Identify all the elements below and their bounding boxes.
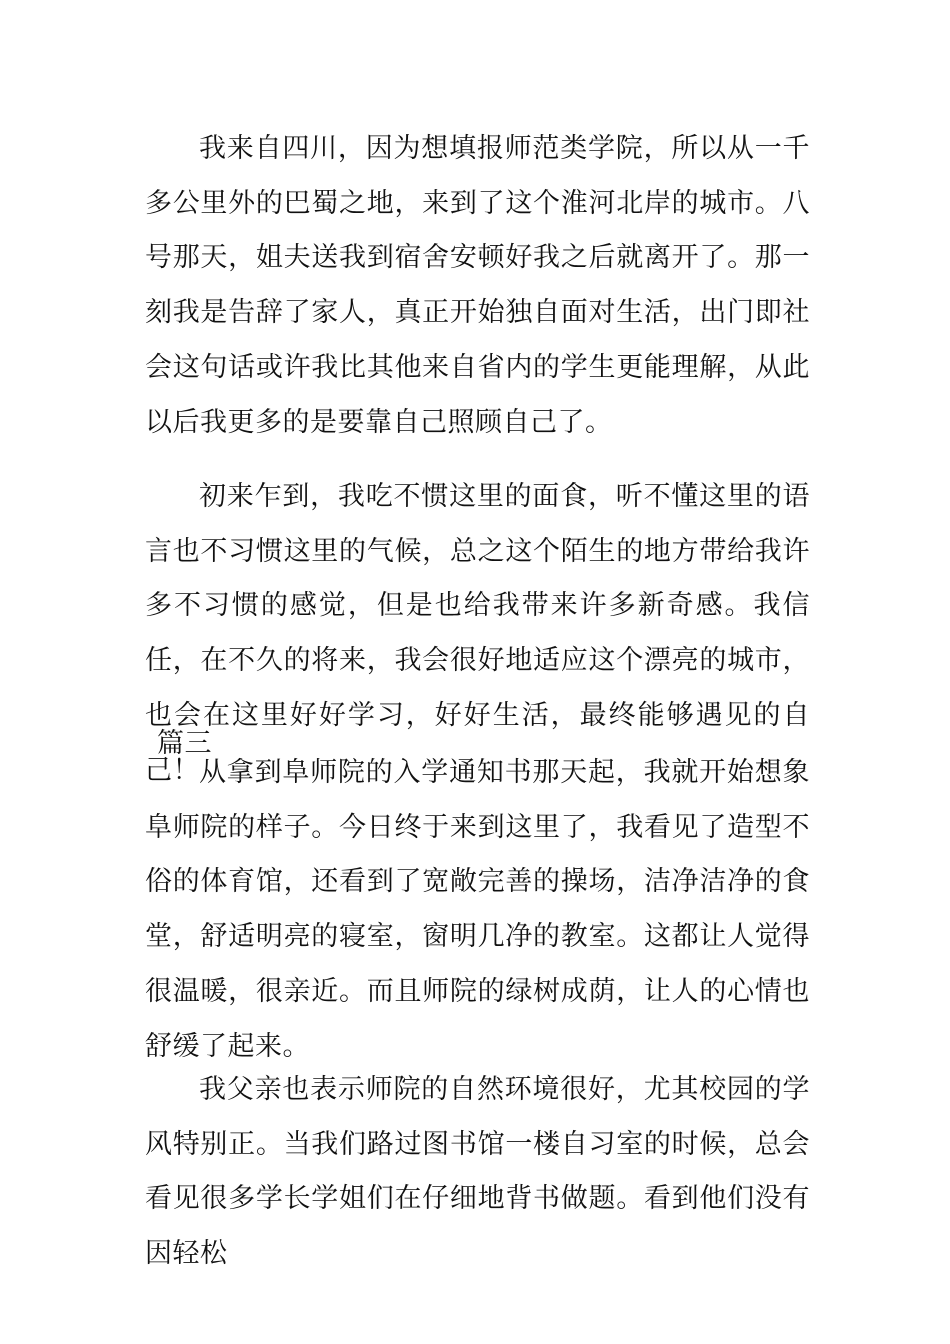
paragraph-1: 我来自四川，因为想填报师范类学院，所以从一千多公里外的巴蜀之地，来到了这个淮河北岸的城市。八号那天，姐夫送我到宿舍安顿好我之后就离开了。那一刻我是告辞了家人，真正开始独自面对生活，出门即社会这句话或许我比其他来自省内的学生更能理解，从此以后我更多的是要靠自己照顾自己了。 <box>145 133 810 438</box>
section-heading: 篇三 <box>157 728 212 759</box>
paragraph-2: 初来乍到，我吃不惯这里的面食，听不懂这里的语言也不习惯这里的气候，总之这个陌生的地方带给我许多不习惯的感觉，但是也给我带来许多新奇感。我信任，在不久的将来，我会很好地适应这个漂亮的城市，也会在这里好好学习，好好生活，最终能够遇见的自己！ <box>145 481 810 786</box>
paragraph-3: 从拿到阜师院的入学通知书那天起，我就开始想象阜师院的样子。今日终于来到这里了，我看见了造型不俗的体育馆，还看到了宽敞完善的操场，洁净洁净的食堂，舒适明亮的寝室，窗明几净的教室。这都让人觉得很温暖，很亲近。而且师院的绿树成荫，让人的心情也舒缓了起来。 <box>145 757 810 1062</box>
paragraph-4: 我父亲也表示师院的自然环境很好，尤其校园的学风特别正。当我们路过图书馆一楼自习室的时候，总会看见很多学长学姐们在仔细地背书做题。看到他们没有因轻松 <box>145 1074 810 1270</box>
